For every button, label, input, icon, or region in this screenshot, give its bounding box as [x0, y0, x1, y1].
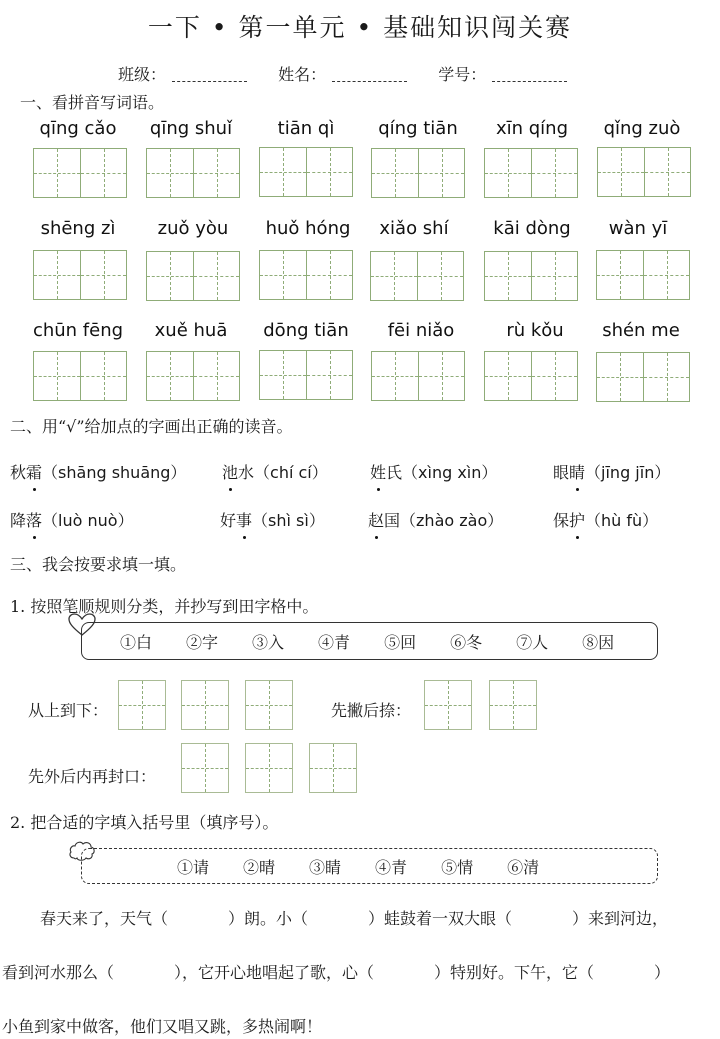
passage-text: 春天来了，天气（ — [40, 909, 169, 928]
q1-option-8: ⑧因 — [582, 632, 615, 652]
tianzige-top-to-bottom-2[interactable] — [181, 680, 229, 730]
tianzige-r3-5[interactable] — [484, 351, 578, 401]
q2-option-5: ⑤情 — [441, 857, 474, 877]
tianzige-r3-1[interactable] — [33, 351, 127, 401]
passage-text: 看到河水那么（ — [2, 963, 115, 982]
q1-option-6: ⑥冬 — [450, 632, 483, 652]
tianzige-r2-4[interactable] — [370, 251, 464, 301]
tianzige-r1-2[interactable] — [146, 148, 240, 198]
tianzige-r2-5[interactable] — [484, 251, 578, 301]
class-field[interactable] — [172, 81, 247, 82]
pinyin-options[interactable]: （zhào zào） — [400, 511, 504, 530]
reading-item-6 — [220, 508, 325, 531]
reading-item-5 — [10, 508, 134, 531]
word-char: 水 — [238, 463, 255, 482]
word-char: 好 — [220, 511, 237, 530]
q2-option-6: ⑥清 — [507, 857, 540, 877]
word-char: 秋 — [10, 463, 27, 482]
passage-text: ）蛙鼓着一双大眼（ — [368, 909, 513, 928]
pinyin-r3-2: xuě huā — [154, 320, 228, 341]
section1-heading: 一、看拼音写词语。 — [20, 93, 165, 112]
tianzige-r1-5[interactable] — [484, 148, 578, 198]
q2-option-2: ②晴 — [243, 857, 276, 877]
passage-line-2 — [2, 960, 670, 983]
section2-heading: 二、用“√”给加点的字画出正确的读音。 — [10, 417, 293, 436]
pinyin-r1-1: qīng cǎo — [39, 118, 117, 139]
tianzige-top-to-bottom-1[interactable] — [118, 680, 166, 730]
tianzige-outside-in-1[interactable] — [181, 743, 229, 793]
tianzige-r3-6[interactable] — [596, 352, 690, 402]
tianzige-outside-in-3[interactable] — [309, 743, 357, 793]
pinyin-r2-4: xiǎo shí — [379, 218, 449, 239]
pinyin-r2-6: wàn yī — [608, 218, 668, 239]
q1-option-5: ⑤回 — [384, 632, 417, 652]
tianzige-r3-2[interactable] — [146, 351, 240, 401]
student-id-field[interactable] — [492, 81, 567, 82]
reading-item-7 — [368, 508, 503, 531]
student-id-label: 学号： — [438, 65, 487, 84]
dotted-char: 池 — [222, 463, 239, 482]
passage-text: 小鱼到家中做客，他们又唱又跳，多热闹啊！ — [2, 1017, 323, 1036]
pinyin-options[interactable]: （shì sì） — [252, 511, 325, 530]
class-label: 班级： — [118, 65, 167, 84]
dotted-char: 姓 — [370, 463, 387, 482]
q1-option-1: ①白 — [120, 632, 153, 652]
name-label: 姓名： — [278, 65, 327, 84]
pinyin-r3-5: rù kǒu — [506, 320, 564, 341]
pinyin-r3-1: chūn fēng — [32, 320, 124, 341]
dotted-char: 护 — [569, 511, 586, 530]
student-info — [118, 62, 593, 85]
word-char: 保 — [553, 511, 570, 530]
passage-text: ）朗。小（ — [228, 909, 309, 928]
q1-option-3: ③入 — [252, 632, 285, 652]
q1-option-2: ②字 — [186, 632, 219, 652]
passage-line-3 — [2, 1014, 322, 1037]
q2-option-4: ④青 — [375, 857, 408, 877]
passage-text: ） — [654, 963, 671, 982]
q1-option-4: ④青 — [318, 632, 351, 652]
tianzige-r3-4[interactable] — [371, 351, 465, 401]
word-char: 降 — [10, 511, 27, 530]
pinyin-options[interactable]: （luò nuò） — [42, 511, 134, 530]
pinyin-r3-6: shén me — [602, 320, 680, 341]
q1-options-box — [81, 622, 658, 660]
dotted-char: 事 — [236, 511, 253, 530]
passage-text: ）特别好。下午，它（ — [434, 963, 595, 982]
tianzige-r1-1[interactable] — [33, 148, 127, 198]
word-char: 氏 — [386, 463, 403, 482]
pinyin-r1-4: qíng tiān — [378, 118, 458, 139]
category-pie-before-na-label: 先撇后捺： — [331, 701, 412, 720]
pinyin-r2-2: zuǒ yòu — [157, 218, 229, 239]
category-outside-in-label: 先外后内再封口： — [28, 767, 157, 786]
pinyin-r3-4: fēi niǎo — [387, 320, 455, 341]
tianzige-r1-6[interactable] — [597, 147, 691, 197]
reading-item-4 — [553, 460, 670, 483]
pinyin-r2-1: shēng zì — [40, 218, 116, 239]
pinyin-r1-2: qīng shuǐ — [149, 118, 233, 139]
q1-option-7: ⑦人 — [516, 632, 549, 652]
pinyin-r2-5: kāi dòng — [493, 218, 571, 239]
q2-prompt: 2. 把合适的字填入括号里（填序号）。 — [10, 813, 279, 832]
pinyin-r2-3: huǒ hóng — [265, 218, 351, 239]
dotted-char: 霜 — [26, 463, 43, 482]
tianzige-r2-1[interactable] — [33, 250, 127, 300]
passage-text: ）来到河边， — [572, 909, 669, 928]
passage-text: ），它开心地唱起了歌，心（ — [174, 963, 375, 982]
tianzige-outside-in-2[interactable] — [245, 743, 293, 793]
pinyin-r1-6: qǐng zuò — [603, 118, 681, 139]
word-char: 国 — [384, 511, 401, 530]
reading-item-2 — [222, 460, 328, 483]
dotted-char: 赵 — [368, 511, 385, 530]
tianzige-r3-3[interactable] — [259, 350, 353, 400]
reading-item-1 — [10, 460, 186, 483]
pinyin-r1-5: xīn qíng — [495, 118, 569, 139]
pinyin-options[interactable]: （jīng jīn） — [585, 463, 671, 482]
reading-item-8 — [553, 508, 658, 531]
worksheet-title: 一下 • 第一单元 • 基础知识闯关赛 — [147, 13, 573, 42]
pinyin-r1-3: tiān qì — [277, 118, 335, 139]
pinyin-options[interactable]: （hù fù） — [585, 511, 659, 530]
dotted-char: 落 — [26, 511, 43, 530]
tianzige-top-to-bottom-3[interactable] — [245, 680, 293, 730]
pinyin-options[interactable]: （xìng xìn） — [402, 463, 498, 482]
category-top-to-bottom-label: 从上到下： — [28, 701, 109, 720]
reading-item-3 — [370, 460, 497, 483]
tianzige-r2-6[interactable] — [596, 250, 690, 300]
tianzige-pie-before-na-2[interactable] — [489, 680, 537, 730]
q1-prompt: 1. 按照笔顺规则分类，并抄写到田字格中。 — [10, 597, 319, 616]
passage-line-1 — [40, 906, 668, 929]
tianzige-r1-4[interactable] — [371, 148, 465, 198]
q2-options-box — [81, 848, 658, 884]
tianzige-r2-3[interactable] — [259, 250, 353, 300]
q2-option-3: ③睛 — [309, 857, 342, 877]
q2-option-1: ①请 — [177, 857, 210, 877]
pinyin-options[interactable]: （chí cí） — [254, 463, 328, 482]
pinyin-options[interactable]: （shāng shuāng） — [42, 463, 187, 482]
name-field[interactable] — [332, 81, 407, 82]
word-char: 眼 — [553, 463, 570, 482]
tianzige-r1-3[interactable] — [259, 147, 353, 197]
pinyin-r3-3: dōng tiān — [263, 320, 349, 341]
dotted-char: 睛 — [569, 463, 586, 482]
tianzige-pie-before-na-1[interactable] — [424, 680, 472, 730]
section3-heading: 三、我会按要求填一填。 — [10, 555, 187, 574]
tianzige-r2-2[interactable] — [146, 251, 240, 301]
